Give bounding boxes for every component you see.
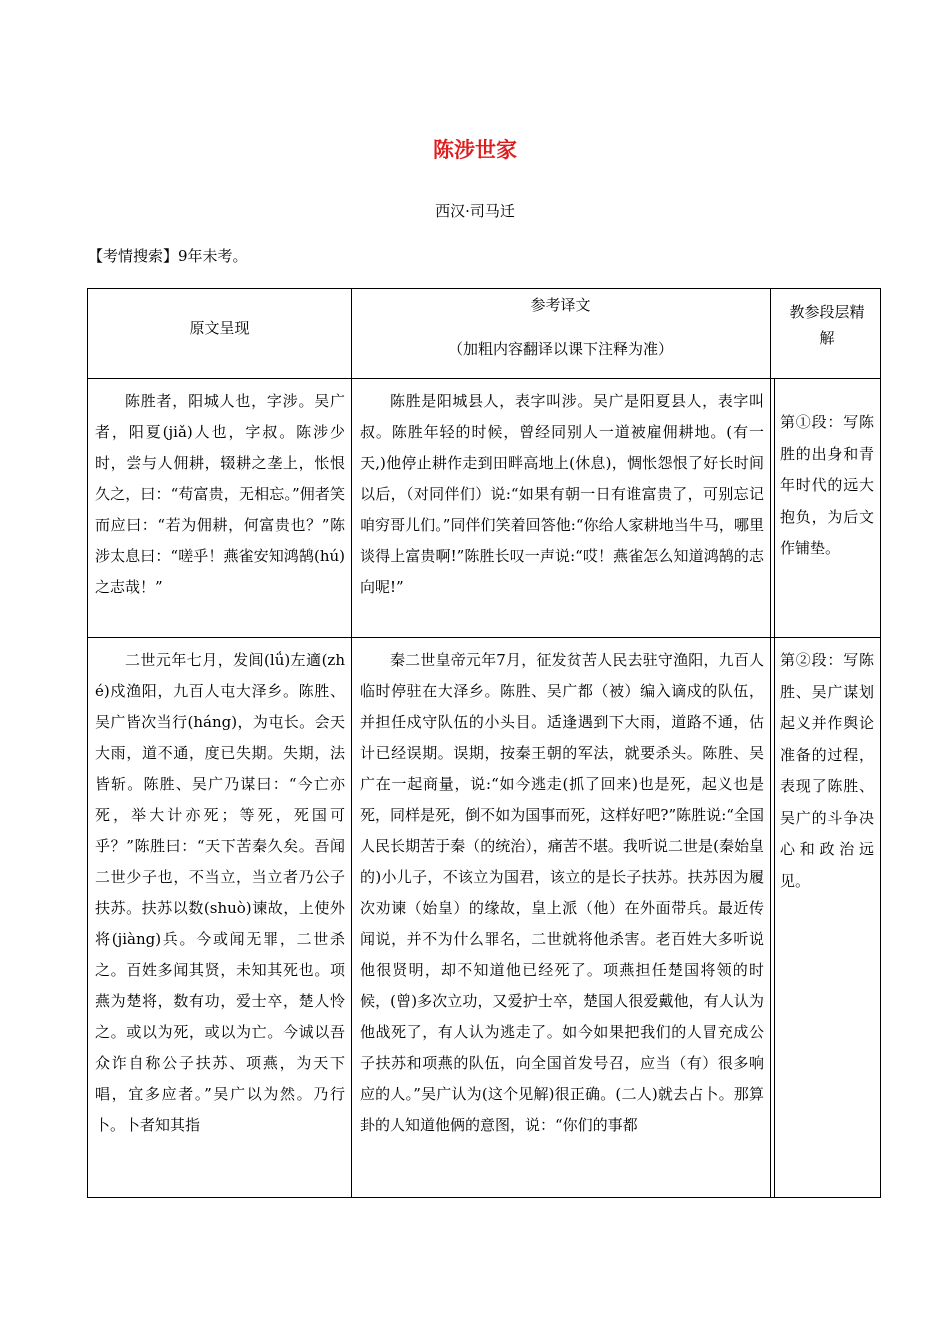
study-table <box>87 288 881 1198</box>
header-translation: 参考译文 <box>530 296 591 314</box>
header-original: 原文呈现 <box>189 319 250 337</box>
column-divider <box>770 289 771 1197</box>
column-divider <box>351 289 352 1197</box>
row1-analysis: 第①段：写陈胜的出身和青年时代的远大抱负，为后文作铺垫。 <box>780 413 874 557</box>
header-translation-note: （加粗内容翻译以课下注释为准） <box>447 340 673 358</box>
row1-original-text: 陈胜者，阳城人也，字涉。吴广者，阳夏(jiǎ)人也，字叔。陈涉少时，尝与人佣耕，辍耕之垄上，怅恨久之，曰：“苟富贵，无相忘。”佣者笑而应曰：“若为佣耕，何富贵也？”陈涉太息曰：“嗟乎！燕雀安知鸿鹄(hú)之志哉！” <box>95 392 345 596</box>
exam-note: 【考情搜索】9年未考。 <box>88 247 248 265</box>
row1-original <box>95 386 345 603</box>
header-analysis: 教参段层精解 <box>789 303 865 347</box>
column-divider <box>774 378 775 1197</box>
document-title: 陈涉世家 <box>433 138 517 162</box>
author-line: 西汉·司马迁 <box>435 202 515 220</box>
row1-translation-text: 陈胜是阳城县人，表字叫涉。吴广是阳夏县人，表字叫叔。陈胜年轻的时候，曾经同别人一道被雇佣耕地。(有一天,)他停止耕作走到田畔高地上(休息)，惆怅怨恨了好长时间以后，（对同伴们）说:“如果有朝一日有谁富贵了，可别忘记咱穷哥儿们。”同伴们笑着回答他:“你给人家耕地当牛马，哪里谈得上富贵啊!”陈胜长叹一声说:“哎！燕雀怎么知道鸿鹄的志向呢!” <box>360 392 764 596</box>
row2-translation-text: 秦二世皇帝元年7月，征发贫苦人民去驻守渔阳，九百人临时停驻在大泽乡。陈胜、吴广都（被）编入谪戍的队伍，并担任戍守队伍的小头目。适逢遇到下大雨，道路不通，估计已经误期。误期，按秦王朝的军法，就要杀头。陈胜、吴广在一起商量，说:“如今逃走(抓了回来)也是死，起义也是死，同样是死，倒不如为国事而死，这样好吧?”陈胜说:“全国人民长期苦于秦（的统治），痛苦不堪。我听说二世是(秦始皇的)小儿子，不该立为国君，该立的是长子扶苏。扶苏因为履次劝谏（始皇）的缘故，皇上派（他）在外面带兵。最近传闻说，并不为什么罪名，二世就将他杀害。老百姓大多听说他很贤明，却不知道他已经死了。项燕担任楚国将领的时候，(曾)多次立功，又爱护士卒，楚国人很爱戴他，有人认为他战死了，有人认为逃走了。如今如果把我们的人冒充成公子扶苏和项燕的队伍，向全国首发号召，应当（有）很多响应的人。”吴广认为(这个见解)很正确。(二人)就去占卜。那算卦的人知道他俩的意图，说：“你们的事都 <box>360 651 764 1134</box>
row-divider <box>88 378 880 379</box>
row-divider <box>88 637 880 638</box>
row2-translation <box>360 645 764 1141</box>
row2-analysis: 第②段：写陈胜、吴广谋划起义并作舆论准备的过程，表现了陈胜、吴广的斗争决心和政治远见。 <box>780 651 874 890</box>
row2-original-text: 二世元年七月，发闾(lǘ)左適(zhé)戍渔阳，九百人屯大泽乡。陈胜、吴广皆次当行(háng)，为屯长。会天大雨，道不通，度已失期。失期，法皆斩。陈胜、吴广乃谋曰：“今亡亦死，举大计亦死；等死，死国可乎？”陈胜曰：“天下苦秦久矣。吾闻二世少子也，不当立，当立者乃公子扶苏。扶苏以数(shuò)谏故，上使外将(jiàng)兵。今或闻无罪，二世杀之。百姓多闻其贤，未知其死也。项燕为楚将，数有功，爱士卒，楚人怜之。或以为死，或以为亡。今诚以吾众诈自称公子扶苏、项燕，为天下唱，宜多应者。”吴广以为然。乃行卜。卜者知其指 <box>95 651 345 1134</box>
row2-original <box>95 645 345 1141</box>
row1-translation <box>360 386 764 603</box>
